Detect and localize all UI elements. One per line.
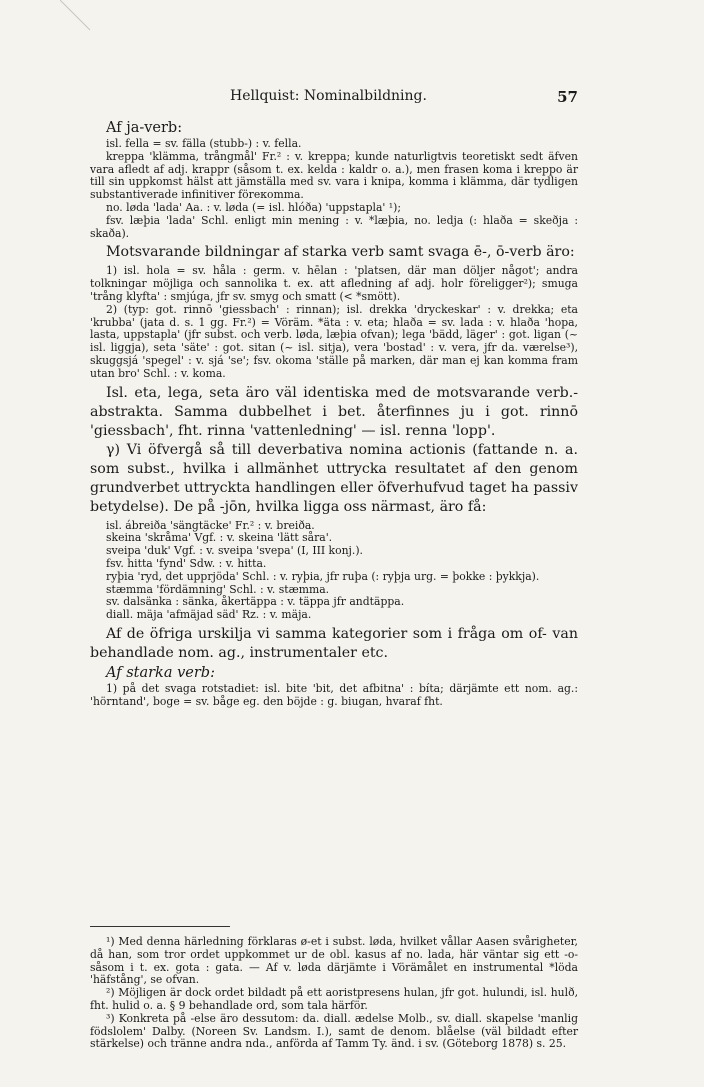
example-paragraph: ryþia 'ryd, det upprjöda' Schl. : v. ryþia, jfr ruþa (: ryþja urg. = þokke : þykkja). bbox=[106, 569, 540, 583]
example-line: fsv. hitta 'fynd' Sdw. : v. hitta. bbox=[106, 556, 267, 570]
example-paragraph: 1) isl. hola = sv. håla : germ. v. hēlan : 'platsen, där man döljer något'; andra tolkningar möjliga och sannolika t. ex. att afledning af adj. holr föreligger²); smuga 'trång klyfta' : smjúga, jfr sv. smyg och smatt (< *smött). bbox=[90, 264, 578, 303]
example-line: stæmma 'fördämning' Schl. : v. stæmma. bbox=[106, 582, 330, 596]
body-paragraph: γ) Vi öfvergå så till deverbativa nomina actionis (fattande n. a. som subst., hvilka i allmänhet uttrycka resultatet af den genom grundverbet uttryckta handlingen eller öfverhufvud taget ha passiv betydelse). De på -jōn, hvilka ligga oss närmast, äro få: bbox=[90, 441, 578, 515]
footnote-3: ³) Konkreta på -else äro dessutom: da. diall. ædelse Molb., sv. diall. skapelse 'manlig födslolem' Dalby. (Noreen Sv. Landsm. I.), samt de denom. blåelse (väl bildadt efter stärkelse) och tränne andra nda., anförda af Tamm Ty. änd. i sv. (Göteborg 1878) s. 25. bbox=[90, 1011, 578, 1051]
footnote-2: ²) Möjligen är dock ordet bildadt på ett aoristpresens hulan, jfr got. hulundi, isl. hulð, fht. hulid o. a. § 9 behandlade ord, som tala härför. bbox=[90, 986, 578, 1012]
body-paragraph: Isl. eta, lega, seta äro väl identiska med de motsvarande verb.-abstrakta. Samma dubbelhet i bet. återfinnes ju i got. rinnō 'giessbach', fht. rinna 'vattenledning' — isl. renna 'lopp'. bbox=[90, 384, 578, 439]
footnote-1: ¹) Med denna härledning förklaras ø-et i subst. løda, hvilket vållar Aasen svårigheter, då han, som tror ordet uppkommet ur de obl. kasus af no. lada, här väntar sig ett -o- såsom i t. ex. gota : gata. — Af v. løda därjämte i Vörämålet en instrumental *löda 'häfstång', se ofvan. bbox=[90, 935, 578, 987]
example-line: sveipa 'duk' Vgf. : v. sveipa 'svepa' (I, III konj.). bbox=[106, 544, 363, 558]
body-paragraph: Motsvarande bildningar af starka verb samt svaga ē-, ō-verb äro: bbox=[106, 244, 575, 261]
example-line: sv. dalsänka : sänka, åkertäppa : v. täppa jfr andtäppa. bbox=[106, 595, 405, 609]
footnote-rule bbox=[90, 926, 230, 927]
example-line: skeina 'skråma' Vgf. : v. skeina 'lätt såra'. bbox=[106, 531, 333, 545]
example-paragraph: 2) (typ: got. rinnō 'giessbach' : rinnan); isl. drekka 'dryckeskar' : v. drekka; eta 'krubba' (jata d. s. 1 gg. Fr.²) = Vöräm. *äta : v. eta; hlaða = sv. lada : v. hlaða 'hopa, lasta, uppstapla' (jfr subst. och verb. løda, læþia ofvan); lega 'bädd, läger' : got. ligan (~ isl. liggja), seta 'säte' : got. sitan (~ isl. sitja), vera 'bostad' : v. vera, jfr da. værelse³), skuggsjá 'spegel' : v. sjá 'se'; fsv. okoma 'ställe på marken, där man ej kan komma fram utan bro' Schl. : v. koma. bbox=[90, 302, 578, 380]
subhead-ja-verb: Af ja-verb: bbox=[106, 120, 183, 136]
example-paragraph: fsv. læþia 'lada' Schl. enligt min mening : v. *læþia, no. ledja (: hlaða = skeðja : skaða). bbox=[90, 213, 578, 240]
example-paragraph: 1) på det svaga rotstadiet: isl. bite 'bit, det afbitna' : bíta; därjämte ett nom. ag.: 'hörntand', boge = sv. båge eg. den böjde : g. biugan, hvaraf fht. bbox=[90, 681, 578, 708]
main-text bbox=[90, 118, 578, 709]
running-title: Hellquist: Nominalbildning. bbox=[230, 88, 427, 104]
example-line: isl. fella = sv. fälla (stubb-) : v. fella. bbox=[106, 137, 302, 150]
page-corner-fold bbox=[60, 0, 120, 60]
subhead-starka-verb: Af starka verb: bbox=[106, 664, 215, 681]
page-number: 57 bbox=[557, 88, 578, 106]
example-line: isl. ábreiða 'sängtäcke' Fr.² : v. breiða. bbox=[106, 518, 315, 532]
example-line: diall. mäja 'afmäjad säd' Rz. : v. mäja. bbox=[106, 608, 312, 622]
example-paragraph: kreppa 'klämma, trångmål' Fr.² : v. kreppa; kunde naturligtvis teoretiskt sedt äfven vara afledt af adj. krappr (såsom t. ex. kelda : kaldr o. a.), men frasen koma i kreppo är till sin uppkomst hälst att jämställa med sv. vara i knipa, komma i klämma, där tydligen substantiverade infinitiver föreкomma. bbox=[90, 149, 578, 202]
running-header bbox=[90, 88, 578, 108]
body-paragraph: Af de öfriga urskilja vi samma kategorier som i fråga om of- van behandlade nom. ag., instrumentaler etc. bbox=[90, 625, 578, 661]
footnotes bbox=[90, 936, 578, 1051]
example-line: no. løda 'lada' Aa. : v. løda (= isl. hlóða) 'uppstapla' ¹); bbox=[106, 200, 401, 214]
